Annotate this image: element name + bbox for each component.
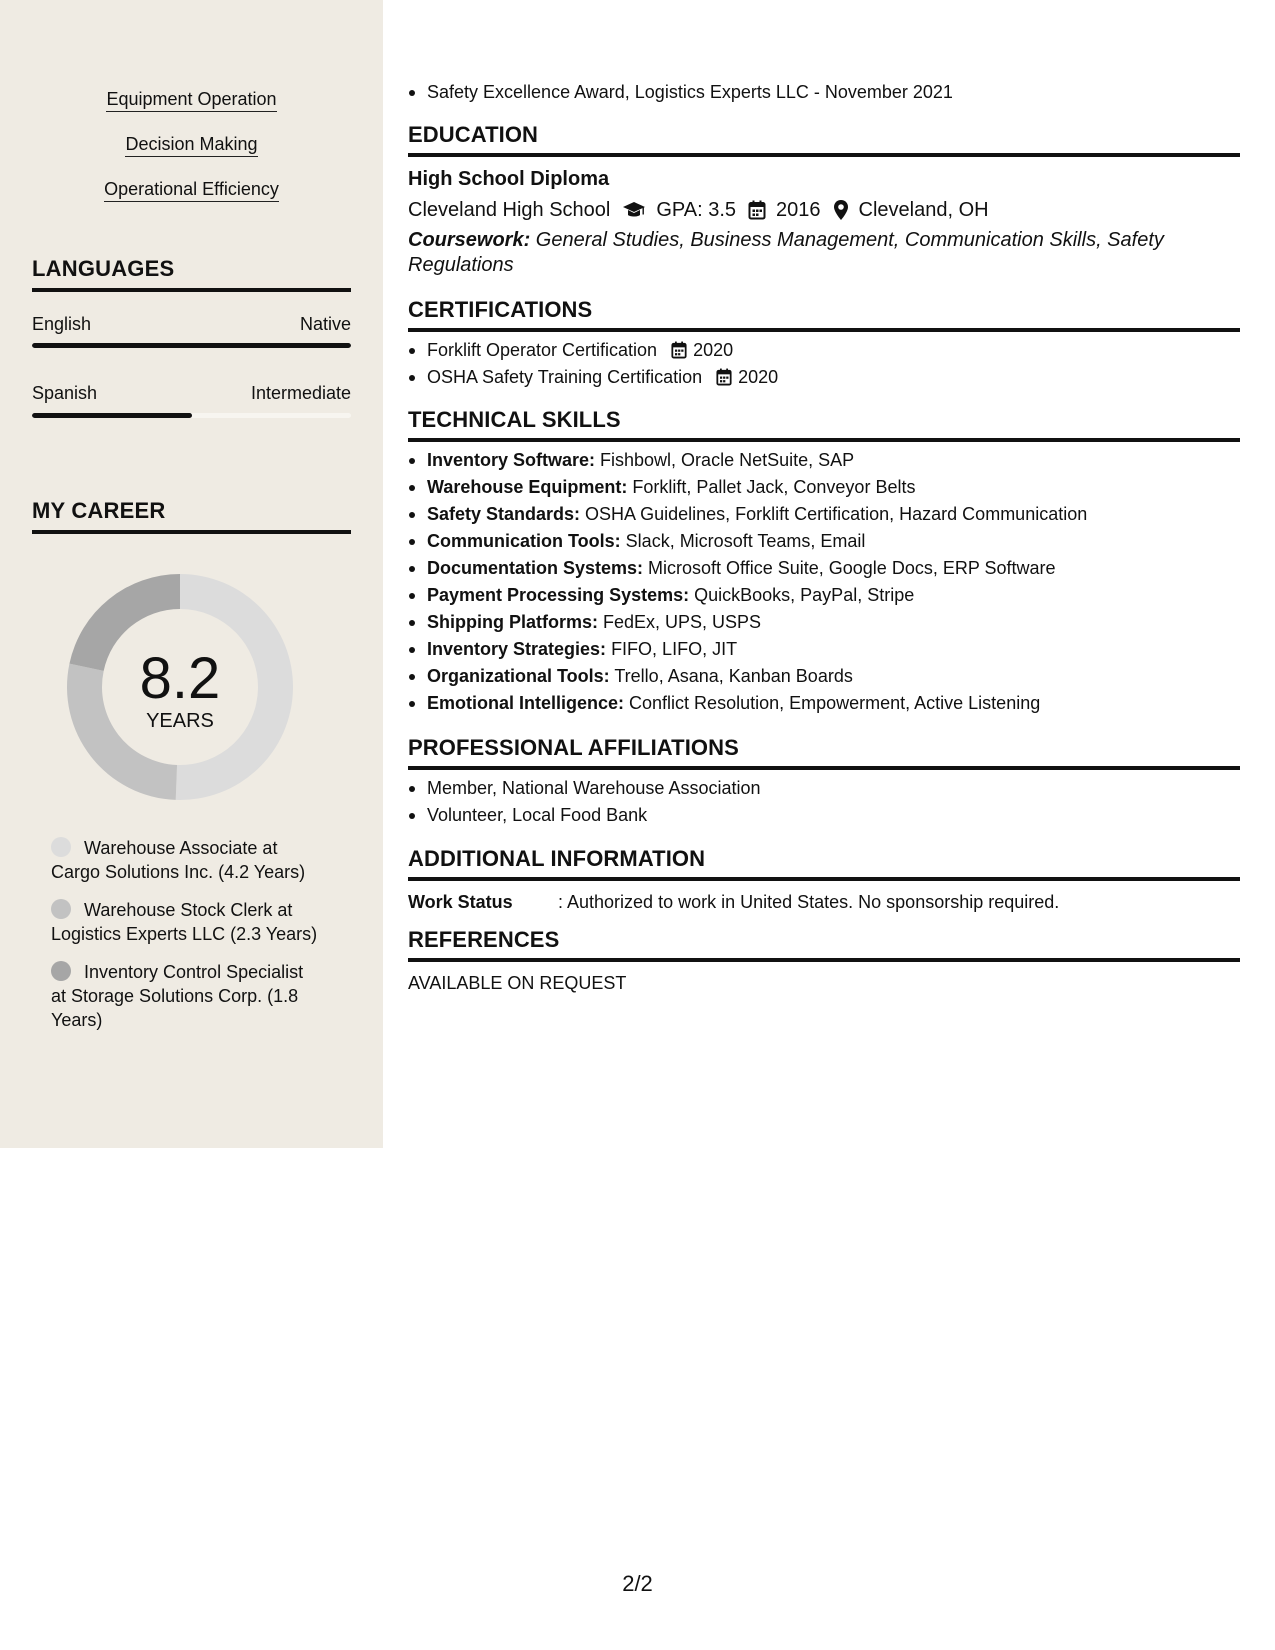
career-total-unit: YEARS — [146, 710, 214, 732]
graduation-cap-icon — [622, 200, 646, 220]
education-gpa: GPA: 3.5 — [656, 199, 737, 221]
skill-tag: Decision Making — [125, 133, 257, 157]
affiliation-item: Volunteer, Local Food Bank — [408, 802, 1240, 829]
legend-label: Warehouse Associate at Cargo Solutions Inc. (4.2 Years) — [51, 838, 306, 882]
language-bar-english — [32, 343, 351, 348]
references-section — [408, 927, 1240, 995]
education-section — [408, 122, 1240, 278]
career-donut-chart — [60, 567, 300, 807]
skill-values: Forklift, Pallet Jack, Conveyor Belts — [627, 477, 916, 497]
skill-category: Emotional Intelligence: — [427, 693, 625, 713]
page-number: 2/2 — [622, 1571, 653, 1596]
technical-skill-item — [408, 555, 1240, 582]
language-name: Spanish — [32, 383, 98, 403]
legend-label: Inventory Control Specialist at Storage Solutions Corp. (1.8 Years) — [51, 962, 304, 1030]
skill-tag: Operational Efficiency — [104, 178, 279, 202]
certification-name: OSHA Safety Training Certification — [427, 367, 703, 387]
education-year: 2016 — [776, 199, 821, 221]
language-name: English — [32, 314, 92, 334]
technical-skill-item — [408, 636, 1240, 663]
career-legend-item — [51, 960, 321, 1032]
skill-category: Warehouse Equipment: — [427, 477, 628, 497]
legend-dot — [51, 961, 71, 981]
language-bar-spanish — [32, 413, 351, 418]
technical-skill-item — [408, 474, 1240, 501]
language-bar-fill — [32, 343, 351, 348]
certification-year: 2020 — [738, 367, 779, 387]
technical-skills-heading: TECHNICAL SKILLS — [408, 407, 1240, 442]
skill-values: Trello, Asana, Kanban Boards — [609, 666, 853, 686]
education-location: Cleveland, OH — [858, 199, 989, 221]
certification-item — [408, 337, 1240, 364]
skill-values: Fishbowl, Oracle NetSuite, SAP — [595, 450, 855, 470]
skill-category: Inventory Software: — [427, 450, 596, 470]
skill-category: Documentation Systems: — [427, 558, 644, 578]
technical-skills-section — [408, 407, 1240, 717]
awards-section — [408, 79, 1240, 106]
technical-skill-item — [408, 690, 1240, 717]
affiliations-heading: PROFESSIONAL AFFILIATIONS — [408, 735, 1240, 770]
skill-values: Slack, Microsoft Teams, Email — [620, 531, 866, 551]
skills-list — [0, 88, 383, 223]
technical-skill-item — [408, 609, 1240, 636]
technical-skill-item — [408, 528, 1240, 555]
career-legend-item — [51, 836, 321, 884]
certifications-section — [408, 297, 1240, 391]
calendar-icon — [716, 368, 732, 386]
legend-dot — [51, 837, 71, 857]
skill-values: FedEx, UPS, USPS — [598, 612, 762, 632]
work-status-value: : Authorized to work in United States. No sponsorship required. — [558, 892, 1060, 912]
technical-skill-item — [408, 447, 1240, 474]
career-legend — [51, 836, 321, 1046]
skill-values: Conflict Resolution, Empowerment, Active Listening — [624, 693, 1041, 713]
technical-skill-item — [408, 663, 1240, 690]
references-heading: REFERENCES — [408, 927, 1240, 962]
skill-category: Shipping Platforms: — [427, 612, 598, 632]
sidebar — [0, 0, 383, 1148]
education-details — [408, 197, 1240, 223]
languages-heading: LANGUAGES — [32, 256, 351, 292]
work-status-label: Work Status — [408, 892, 513, 912]
affiliation-item: Member, National Warehouse Association — [408, 775, 1240, 802]
skill-values: Microsoft Office Suite, Google Docs, ERP Software — [643, 558, 1056, 578]
coursework-label: Coursework: — [408, 229, 531, 251]
award-item: Safety Excellence Award, Logistics Experts LLC - November 2021 — [408, 79, 1240, 106]
skill-values: FIFO, LIFO, JIT — [606, 639, 738, 659]
skill-category: Inventory Strategies: — [427, 639, 607, 659]
technical-skill-item — [408, 582, 1240, 609]
skill-category: Organizational Tools: — [427, 666, 610, 686]
certification-name: Forklift Operator Certification — [427, 340, 658, 360]
skill-category: Safety Standards: — [427, 504, 581, 524]
skill-values: QuickBooks, PayPal, Stripe — [689, 585, 915, 605]
career-total-value: 8.2 — [139, 646, 221, 711]
additional-info-section — [408, 846, 1240, 914]
legend-label: Warehouse Stock Clerk at Logistics Experts LLC (2.3 Years) — [51, 900, 318, 944]
skill-category: Communication Tools: — [427, 531, 621, 551]
additional-info-heading: ADDITIONAL INFORMATION — [408, 846, 1240, 881]
work-status-row — [408, 890, 1240, 914]
career-legend-item — [51, 898, 321, 946]
references-text: AVAILABLE ON REQUEST — [408, 973, 627, 993]
language-row-spanish — [32, 382, 351, 404]
calendar-icon — [748, 200, 766, 220]
skill-values: OSHA Guidelines, Forklift Certification, Hazard Communication — [580, 504, 1088, 524]
certifications-heading: CERTIFICATIONS — [408, 297, 1240, 332]
education-degree: High School Diploma — [408, 168, 610, 190]
affiliations-section — [408, 735, 1240, 829]
education-school: Cleveland High School — [408, 199, 611, 221]
location-pin-icon — [833, 199, 849, 221]
skill-category: Payment Processing Systems: — [427, 585, 690, 605]
certification-item — [408, 364, 1240, 391]
education-heading: EDUCATION — [408, 122, 1240, 157]
technical-skill-item — [408, 501, 1240, 528]
calendar-icon — [671, 341, 687, 359]
language-row-english — [32, 313, 351, 335]
language-level: Native — [299, 314, 351, 334]
career-heading: MY CAREER — [32, 498, 351, 534]
legend-dot — [51, 899, 71, 919]
certification-year: 2020 — [693, 340, 734, 360]
coursework-list: General Studies, Business Management, Communication Skills, Safety Regulations — [408, 229, 1164, 276]
education-coursework — [408, 228, 1240, 278]
language-level: Intermediate — [250, 383, 351, 403]
language-bar-fill — [32, 413, 192, 418]
skill-tag: Equipment Operation — [106, 88, 276, 112]
